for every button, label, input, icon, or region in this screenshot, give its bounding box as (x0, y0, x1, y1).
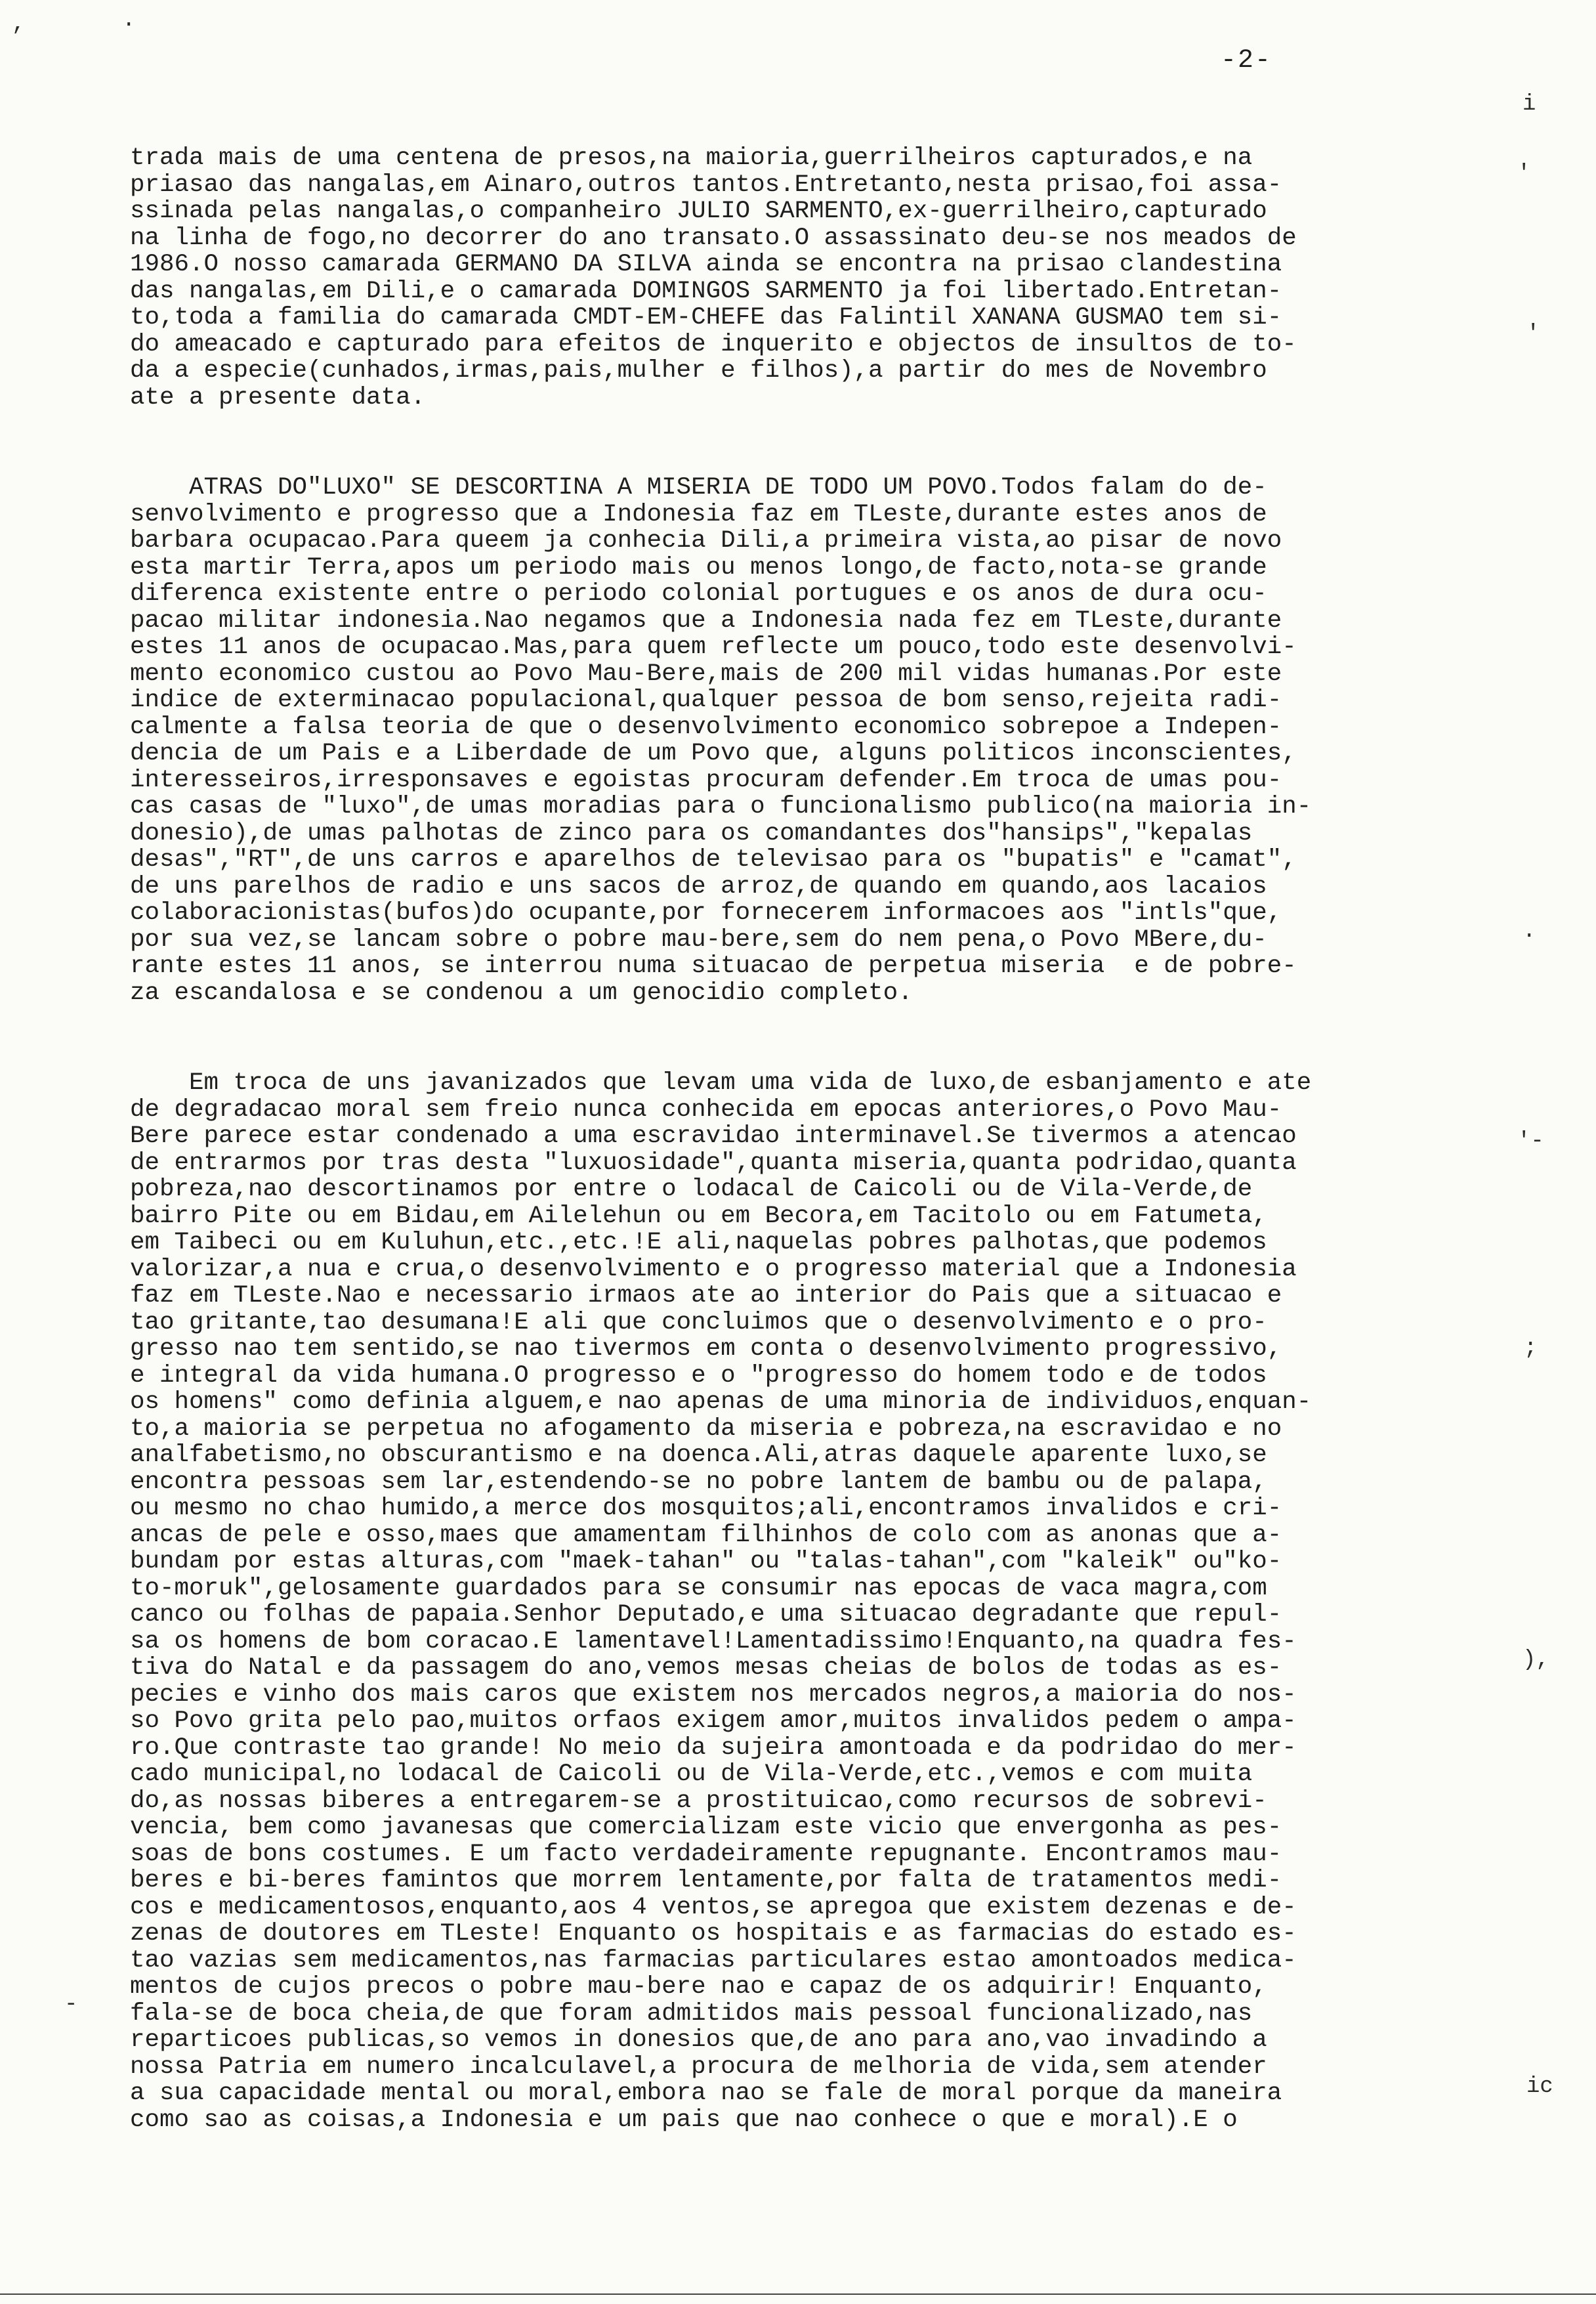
text-line: calmente a falsa teoria de que o desenvolvimento economico sobrepoe a Indepen- (130, 713, 1282, 741)
margin-mark-right-5: '- (1517, 1129, 1544, 1154)
text-line: gresso nao tem sentido,se nao tivermos em conta o desenvolvimento progressivo, (130, 1335, 1282, 1363)
text-line: Em troca de uns javanizados que levam uma vida de luxo,de esbanjamento e ate (130, 1069, 1312, 1097)
text-line: donesio),de umas palhotas de zinco para os comandantes dos"hansips","kepalas (130, 819, 1253, 847)
text-line: de entrarmos por tras desta "luxuosidade",quanta miseria,quanta podridao,quanta (130, 1149, 1297, 1177)
text-line: za escandalosa e se condenou a um genocidio completo. (130, 979, 913, 1007)
page-number: -2- (1221, 46, 1272, 75)
text-line: estes 11 anos de ocupacao.Mas,para quem reflecte um pouco,todo este desenvolvi- (130, 633, 1297, 661)
text-line: analfabetismo,no obscurantismo e na doenca.Ali,atras daquele aparente luxo,se (130, 1441, 1267, 1469)
document-body (130, 92, 1482, 2160)
text-line: cas casas de "luxo",de umas moradias para o funcionalismo publico(na maioria in- (130, 793, 1312, 821)
paragraph-1 (130, 145, 1482, 411)
text-line: de uns parelhos de radio e uns sacos de arroz,de quando em quando,aos lacaios (130, 872, 1267, 901)
text-line: interesseiros,irresponsaves e egoistas procuram defender.Em troca de umas pou- (130, 766, 1282, 794)
text-line: pacao militar indonesia.Nao negamos que a Indonesia nada fez em TLeste,durante (130, 607, 1282, 635)
text-line: a sua capacidade mental ou moral,embora nao se fale de moral porque da maneira (130, 2080, 1282, 2107)
text-line: bundam por estas alturas,com "maek-tahan" ou "talas-tahan",com "kaleik" ou"ko- (130, 1548, 1282, 1575)
text-line: desas","RT",de uns carros e aparelhos de televisao para os "bupatis" e "camat", (130, 846, 1297, 874)
text-line: como sao as coisas,a Indonesia e um pais que nao conhece o que e moral).E o (130, 2106, 1238, 2134)
text-line: na linha de fogo,no decorrer do ano transato.O assassinato deu-se nos meados de (130, 224, 1297, 252)
margin-mark-right-6: ; (1524, 1336, 1538, 1361)
text-line: os homens" como definia alguem,e nao apenas de uma minoria de individuos,enquan- (130, 1388, 1312, 1416)
text-line: em Taibeci ou em Kuluhun,etc.,etc.!E ali,naquelas pobres palhotas,que podemos (130, 1229, 1267, 1256)
text-line: cos e medicamentosos,enquanto,aos 4 ventos,se apregoa que existem dezenas e de- (130, 1893, 1297, 1921)
text-line: e integral da vida humana.O progresso e o "progresso do homem todo e de todos (130, 1361, 1267, 1390)
text-line: colaboracionistas(bufos)do ocupante,por fornecerem informacoes aos "intls"que, (130, 899, 1282, 927)
text-line: ancas de pele e osso,maes que amamentam filhinhos de colo com as anonas que a- (130, 1521, 1282, 1549)
text-line: indice de exterminacao populacional,qualquer pessoa de bom senso,rejeita radi- (130, 687, 1282, 714)
text-line: Bere parece estar condenado a uma escravidao interminavel.Se tivermos a atencao (130, 1122, 1297, 1150)
text-line: mentos de cujos precos o pobre mau-bere nao e capaz de os adquirir! Enquanto, (130, 1973, 1267, 2001)
text-line: diferenca existente entre o periodo colonial portugues e os anos de dura ocu- (130, 580, 1267, 608)
text-line: fala-se de boca cheia,de que foram admitidos mais pessoal funcionalizado,nas (130, 1999, 1253, 2028)
margin-mark-right-1: i (1522, 92, 1536, 117)
text-line: barbara ocupacao.Para queem ja conhecia Dili,a primeira vista,ao pisar de novo (130, 527, 1282, 555)
text-line: da a especie(cunhados,irmas,pais,mulher e filhos),a partir do mes de Novembro (130, 357, 1267, 385)
text-line: das nangalas,em Dili,e o camarada DOMINGOS SARMENTO ja foi libertado.Entretan- (130, 277, 1282, 305)
text-line: to,a maioria se perpetua no afogamento da miseria e pobreza,na escravidao e no (130, 1415, 1282, 1443)
text-line: ou mesmo no chao humido,a merce dos mosquitos;ali,encontramos invalidos e cri- (130, 1495, 1282, 1522)
text-line: tiva do Natal e da passagem do ano,vemos mesas cheias de bolos de todas as es- (130, 1654, 1282, 1682)
bottom-rule (0, 2293, 1596, 2295)
text-line: zenas de doutores em TLeste! Enquanto os hospitais e as farmacias do estado es- (130, 1920, 1297, 1948)
margin-mark-right-2: ' (1517, 161, 1531, 186)
text-line: to-moruk",gelosamente guardados para se consumir nas epocas de vaca magra,com (130, 1574, 1267, 1602)
text-line: 1986.O nosso camarada GERMANO DA SILVA ainda se encontra na prisao clandestina (130, 251, 1282, 278)
text-line: priasao das nangalas,em Ainaro,outros tantos.Entretanto,nesta prisao,foi assa- (130, 171, 1282, 199)
margin-mark-left-1: - (64, 1992, 78, 2017)
text-line: encontra pessoas sem lar,estendendo-se no pobre lantem de bambu ou de palapa, (130, 1468, 1267, 1496)
margin-mark-top-left-2: . (122, 8, 136, 33)
text-line: soas de bons costumes. E um facto verdadeiramente repugnante. Encontramos mau- (130, 1840, 1282, 1868)
text-line: ro.Que contraste tao grande! No meio da sujeira amontoada e da podridao do mer- (130, 1734, 1297, 1762)
text-line: senvolvimento e progresso que a Indonesia faz em TLeste,durante estes anos de (130, 500, 1267, 528)
text-line: nossa Patria em numero incalculavel,a procura de melhoria de vida,sem atender (130, 2053, 1267, 2081)
text-line: cado municipal,no lodacal de Caicoli ou de Vila-Verde,etc.,vemos e com muita (130, 1760, 1253, 1788)
text-line: trada mais de uma centena de presos,na maioria,guerrilheiros capturados,e na (130, 144, 1253, 172)
text-line: bairro Pite ou em Bidau,em Ailelehun ou em Becora,em Tacitolo ou em Fatumeta, (130, 1202, 1267, 1230)
text-line: faz em TLeste.Nao e necessario irmaos ate ao interior do Pais que a situacao e (130, 1282, 1282, 1310)
text-line: so Povo grita pelo pao,muitos orfaos exigem amor,muitos invalidos pedem o ampa- (130, 1707, 1297, 1735)
text-line: valorizar,a nua e crua,o desenvolvimento e o progresso material que a Indonesia (130, 1255, 1297, 1283)
text-line: ate a presente data. (130, 383, 426, 412)
text-line: pecies e vinho dos mais caros que existem nos mercados negros,a maioria do nos- (130, 1680, 1297, 1709)
text-line: dencia de um Pais e a Liberdade de um Povo que, alguns politicos inconscientes, (130, 740, 1297, 767)
text-line: por sua vez,se lancam sobre o pobre mau-bere,sem do nem pena,o Povo MBere,du- (130, 926, 1267, 954)
text-line: sa os homens de bom coracao.E lamentavel!Lamentadissimo!Enquanto,na quadra fes- (130, 1627, 1297, 1655)
text-line: pobreza,nao descortinamos por entre o lodacal de Caicoli ou de Vila-Verde,de (130, 1176, 1253, 1203)
text-line: canco ou folhas de papaia.Senhor Deputado,e uma situacao degradante que repul- (130, 1601, 1282, 1629)
text-line: ssinada pelas nangalas,o companheiro JULIO SARMENTO,ex-guerrilheiro,capturado (130, 198, 1267, 225)
margin-mark-right-3: ' (1526, 322, 1540, 347)
text-line: beres e bi-beres famintos que morrem lentamente,por falta de tratamentos medi- (130, 1867, 1282, 1894)
text-line: do ameacado e capturado para efeitos de inquerito e objectos de insultos de to- (130, 330, 1297, 358)
paragraph-3 (130, 1070, 1482, 2133)
text-line: reparticoes publicas,so vemos in donesios que,de ano para ano,vao invadindo a (130, 2026, 1267, 2054)
text-line: rante estes 11 anos, se interrou numa situacao de perpetua miseria e de pobre- (130, 952, 1297, 980)
text-line: esta martir Terra,apos um periodo mais ou menos longo,de facto,nota-se grande (130, 553, 1267, 582)
text-line: de degradacao moral sem freio nunca conhecida em epocas anteriores,o Povo Mau- (130, 1096, 1282, 1124)
text-line: tao vazias sem medicamentos,nas farmacias particulares estao amontoados medica- (130, 1946, 1297, 1974)
text-line: vencia, bem como javanesas que comercializam este vicio que envergonha as pes- (130, 1814, 1282, 1841)
margin-mark-right-4: . (1522, 919, 1536, 944)
margin-mark-right-7: ), (1522, 1648, 1549, 1673)
text-line: mento economico custou ao Povo Mau-Bere,mais de 200 mil vidas humanas.Por este (130, 660, 1282, 688)
paragraph-2 (130, 475, 1482, 1006)
margin-right-label: ic (1526, 2074, 1553, 2099)
text-line: ATRAS DO"LUXO" SE DESCORTINA A MISERIA DE TODO UM POVO.Todos falam do de- (130, 474, 1267, 501)
text-line: tao gritante,tao desumana!E ali que concluimos que o desenvolvimento e o pro- (130, 1308, 1267, 1336)
text-line: do,as nossas biberes a entregarem-se a prostituicao,como recursos de sobrevi- (130, 1787, 1267, 1815)
margin-mark-top-left: , (12, 12, 26, 37)
text-line: to,toda a familia do camarada CMDT-EM-CHEFE das Falintil XANANA GUSMAO tem si- (130, 304, 1282, 331)
